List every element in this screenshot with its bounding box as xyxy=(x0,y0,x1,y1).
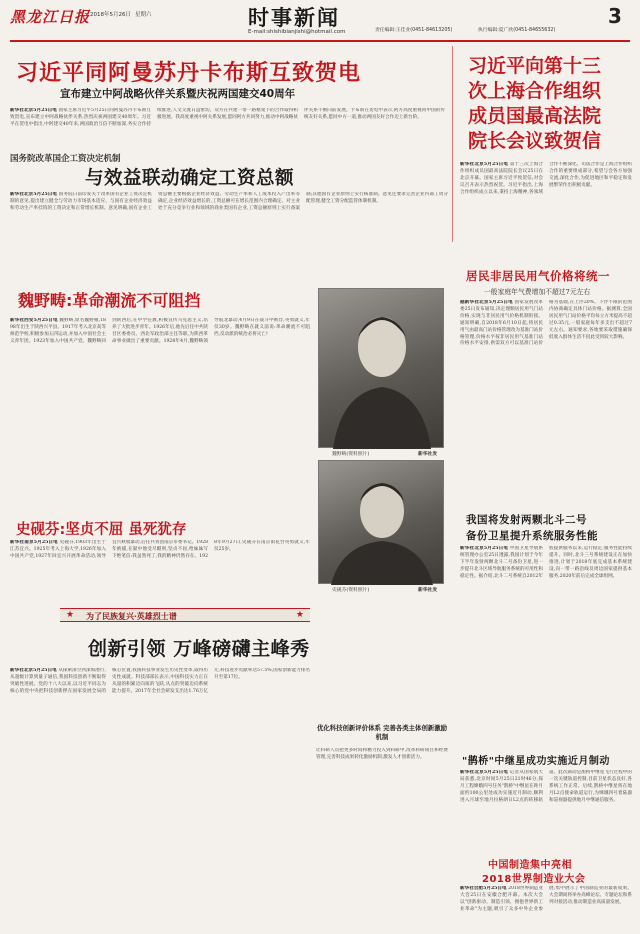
beidou-headline-1: 我国将发射两颗北斗二号 xyxy=(466,514,587,526)
right-top-headline-2: 次上海合作组织 xyxy=(468,80,602,102)
right-top-dateline: 新华社北京5月25日电 xyxy=(460,162,509,167)
state-council-story xyxy=(10,152,448,256)
wei-story xyxy=(10,288,310,514)
series-banner xyxy=(60,608,310,622)
portrait-photo-wei xyxy=(318,288,444,448)
shi-headline: 史砚芬:坚贞不屈 虽死犹存 xyxy=(16,522,187,538)
wei-body xyxy=(10,318,310,508)
queqiao-story xyxy=(460,752,632,852)
page-number: 3 xyxy=(608,4,622,28)
top-story-dateline: 新华社北京5月25日电 xyxy=(10,108,57,113)
gas-price-body xyxy=(460,300,632,498)
right-top-headline-3: 成员国最高法院 xyxy=(468,105,602,127)
manufacturing-body xyxy=(460,886,632,932)
wei-text: 魏野畴,原名魏野雁,1898年出生于陕西兴平县。1917年考入北京高等师范学校,积极参加五四运动,并加入中国社会主义青年团。1923年加入中国共产党。魏野畴回到陕西后,在中学任教,积极宣传马克思主义,培养了大批进步青年。1926年后,他先后任中共陕甘区委委员、西北军政治部主任等职,为陕西革命事业做出了重要贡献。1928年4月,魏野畴领导皖北暴动,4月9日在战斗中被俘,英勇就义,年仅30岁。魏野畴在就义前说:革命潮流不可阻挡,反动派的统治必将灭亡! xyxy=(10,318,310,344)
shi-dateline: 新华社南京5月25日电 xyxy=(10,540,58,545)
state-council-kicker: 国务院改革国企工资决定机制 xyxy=(10,154,121,164)
photo1-credit: 新华社发 xyxy=(418,451,438,457)
right-top-story xyxy=(460,48,632,244)
issue-weekday: 星期六 xyxy=(135,12,152,18)
top-story-subhead: 宣布建立中阿战略伙伴关系暨庆祝两国建交40周年 xyxy=(60,88,296,100)
manufacturing-dateline: 新华社合肥5月25日电 xyxy=(460,886,507,891)
queqiao-body xyxy=(460,770,632,852)
beidou-story xyxy=(460,504,632,750)
issue-date: 2018年5月26日 xyxy=(90,12,131,18)
shi-text: 史砚芬,1903年出生于江苏宜兴。1925年考入上海大学,1926年加入中国共产党,1927年回宜兴开展革命活动,领导宜兴秋收暴动,后任共青团南京市委书记。1928年被捕,在狱中他受尽酷刑,坚贞不屈,给妹妹写下绝笔信:我虽然死了,我的精神仍然存在。1928年9月27日,史砚芬在南京雨花台英勇就义,年仅25岁。 xyxy=(10,540,310,559)
editor-line: 责任编辑:王佳业(0451-84613205) xyxy=(375,28,453,33)
beidou-body xyxy=(460,546,632,746)
right-top-body xyxy=(460,162,632,244)
portrait-silhouette-icon xyxy=(319,289,445,449)
innovation-side-kicker: 优化科技创新评价体系 完善各类主体创新激励机制 xyxy=(316,724,448,741)
column-divider xyxy=(452,46,453,242)
innovation-headline: 创新引领 万峰磅礴主峰秀 xyxy=(88,638,310,660)
beidou-headline-2: 备份卫星提升系统服务性能 xyxy=(466,530,598,542)
photo2-caption: 史砚芬(资料照片) xyxy=(332,588,370,593)
section-title: 时事新闻 xyxy=(248,6,340,30)
right-top-headline-1: 习近平向第十三 xyxy=(468,55,602,77)
top-story-headline: 习近平同阿曼苏丹卡布斯互致贺电 xyxy=(16,61,362,86)
manufacturing-story xyxy=(460,856,632,932)
queqiao-text: 记者从国家航天局获悉,北京时间5月25日21时46分,探月工程嫦娥四号任务"鹊桥"中继星在距月面约100公里处成功实施近月制动,顺利进入月球至地月拉格朗日L2点的转移轨道。此次制动是鹊桥中继星飞行过程中的一次关键轨道控制,目前卫星状态良好,各系统工作正常。后续,鹊桥中继星将在地月L2点使命轨道运行,为嫦娥四号着陆器和巡视器提供地月中继通信服务。 xyxy=(460,770,632,803)
gas-price-story xyxy=(460,254,632,498)
innovation-body xyxy=(10,668,310,924)
right-top-text: 第十三次上海合作组织成员国最高法院院长会议25日在北京开幕。国家主席习近平致贺信,对会议召开表示热烈祝贺。习近平指出,上海合作组织成立以来,秉持上海精神,各领域合作不断深化。司法合作是上海合作组织合作的重要组成部分,希望与会各方加强交流,深化合作,为促进地区和平稳定和发展繁荣作出积极贡献。 xyxy=(460,162,632,195)
innovation-text: 从探索深空到深海潜行,从超级计算到量子通信,我国科技创新不断取得突破性进展。党的十八大以来,以习近平同志为核心的党中央把科技创新摆在国家发展全局的核心位置,我国科技事业发生历史性变革,取得历史性成就。科技部部长表示,中国科技实力正在从量的积累迈向质的飞跃,从点的突破迈向系统能力提升。2017年全社会研发支出达1.76万亿元,科技进步贡献率达57.5%,国家创新能力排名升至第17位。 xyxy=(10,668,310,694)
section-email: E-mail:shishibianjishi@hotmail.com xyxy=(248,29,346,35)
innovation-sidebar xyxy=(316,668,448,924)
photo1-caption: 魏野畴(资料照片) xyxy=(332,452,370,457)
queqiao-dateline: 新华社北京5月25日电 xyxy=(460,770,509,775)
innovation-dateline: 新华社北京5月25日电 xyxy=(10,668,57,673)
queqiao-headline: "鹊桥"中继星成功实施近月制动 xyxy=(462,756,610,767)
photo2-credit: 新华社发 xyxy=(418,587,438,593)
state-council-headline: 与效益联动确定工资总额 xyxy=(85,168,295,189)
state-council-dateline: 新华社北京5月25日电 xyxy=(10,192,58,197)
beidou-dateline: 新华社北京5月25日电 xyxy=(460,546,509,551)
manufacturing-headline-2: 2018世界制造业大会 xyxy=(482,874,586,885)
producer-line: 执行编辑:夏广欣(0451-84655632) xyxy=(478,28,556,33)
wei-dateline: 新华社西安5月25日电 xyxy=(10,318,58,323)
shi-body xyxy=(10,540,310,606)
right-top-headline-4: 院长会议致贺信 xyxy=(468,130,602,152)
banner-star-icon: ★ xyxy=(295,610,304,620)
innovation-side-body: 让科研人员把更多时间和精力投入到科研中,改革科研项目和经费管理,完善科技成果转化激励机制,激发人才创新活力。 xyxy=(316,748,448,760)
manufacturing-headline-1: 中国制造集中亮相 xyxy=(488,860,572,871)
innovation-story xyxy=(10,628,448,928)
wei-headline: 魏野畴:革命潮流不可阻挡 xyxy=(18,291,201,310)
gas-price-subhead: 一般家庭年气费增加不超过7元左右 xyxy=(484,288,591,296)
state-council-text: 国务院日前印发关于改革国有企业工资决定机制的意见,提出建立健全与劳动力市场基本适应、与国有企业经济效益和劳动生产率挂钩的工资决定和正常增长机制。意见明确,国有企业工资总额主要根据企业经济效益、劳动生产率和人工成本投入产出率等确定,企业经济效益增长的,工资总额可在增长范围内合理确定。对主业处于充分竞争行业和领域的商业类国有企业,工资总额原则上实行备案制;其他国有企业原则上实行核准制。意见还要求完善企业内部工资分配管理,健全工资分配监管体制机制。 xyxy=(10,192,448,211)
state-council-body xyxy=(10,192,448,254)
top-story xyxy=(10,46,445,150)
top-story-text: 国家主席习近平5月25日同阿曼苏丹卡布斯互致贺电,宣布建立中阿战略伙伴关系,热烈庆祝两国建交40周年。习近平在贺电中指出,中阿建交40年来,两国政治互信不断加深,务实合作持续推进,人文交流日益密切。双方在共建一带一路框架下的合作取得积极进展。我高度重视中阿关系发展,愿同阿方共同努力,推动中阿战略伙伴关系不断向前发展。卡布斯在贺电中表示,阿方高度重视同中国的传统友好关系,愿同中方一道,推动两国友好合作迈上新台阶。 xyxy=(10,108,445,127)
beidou-text: 中国卫星导航系统管理办公室25日透露,我国计划于今年下半年发射两颗北斗二号备份卫星,进一步提升北斗区域导航服务系统的可用性和稳定性。据介绍,北斗二号系统自2012年底提供服务以来,运行稳定,服务性能持续提升。同时,北斗三号系统建设正在加快推进,计划于2018年底完成基本系统建设,向一带一路沿线及周边国家提供基本服务,2020年前后完成全球组网。 xyxy=(460,546,632,579)
gas-price-dateline: 据新华社北京5月25日电 xyxy=(460,300,513,305)
masthead xyxy=(0,0,640,44)
portrait-silhouette-icon xyxy=(319,461,445,585)
newspaper-logo: 黑龙江日报 xyxy=(10,8,91,26)
portrait-photo-shi xyxy=(318,460,444,584)
shi-story xyxy=(10,518,310,586)
banner-text: 为了民族复兴·英雄烈士谱 xyxy=(86,611,177,621)
gas-price-headline: 居民非居民用气价格将统一 xyxy=(466,269,610,283)
manufacturing-text: 2018世界制造业大会25日在安徽合肥开幕。本次大会以"创新驱动、制造引领、拥抱世界新工业革命"为主题,吸引了众多中外企业参展,集中展示了中国制造业的最新成果。大会期间将举办高峰论坛、专题论坛和系列对接活动,推动制造业高质量发展。 xyxy=(460,886,632,912)
gas-price-text: 国家发展改革委25日发布通知,决定理顺居民用气门站价格,实现与非居民用气价格机制衔接。通知明确,自2018年6月10日起,将居民用气由最高门站价格管理改为基准门站价格管理,价格水平按非居民用气基准门站价格水平安排,供需双方可以基准门站价格为基础,在上浮20%、下浮不限的范围内协商确定具体门站价格。据测算,全国居民用气门站价格平均每立方米提高不超过0.35元,一般家庭每年多支出不超过7元左右。通知要求,各地要采取措施确保低收入群体生活不因此受到较大影响。 xyxy=(460,300,632,347)
masthead-rule xyxy=(10,40,630,42)
banner-star-icon: ★ xyxy=(66,610,75,620)
top-story-body xyxy=(10,108,445,150)
